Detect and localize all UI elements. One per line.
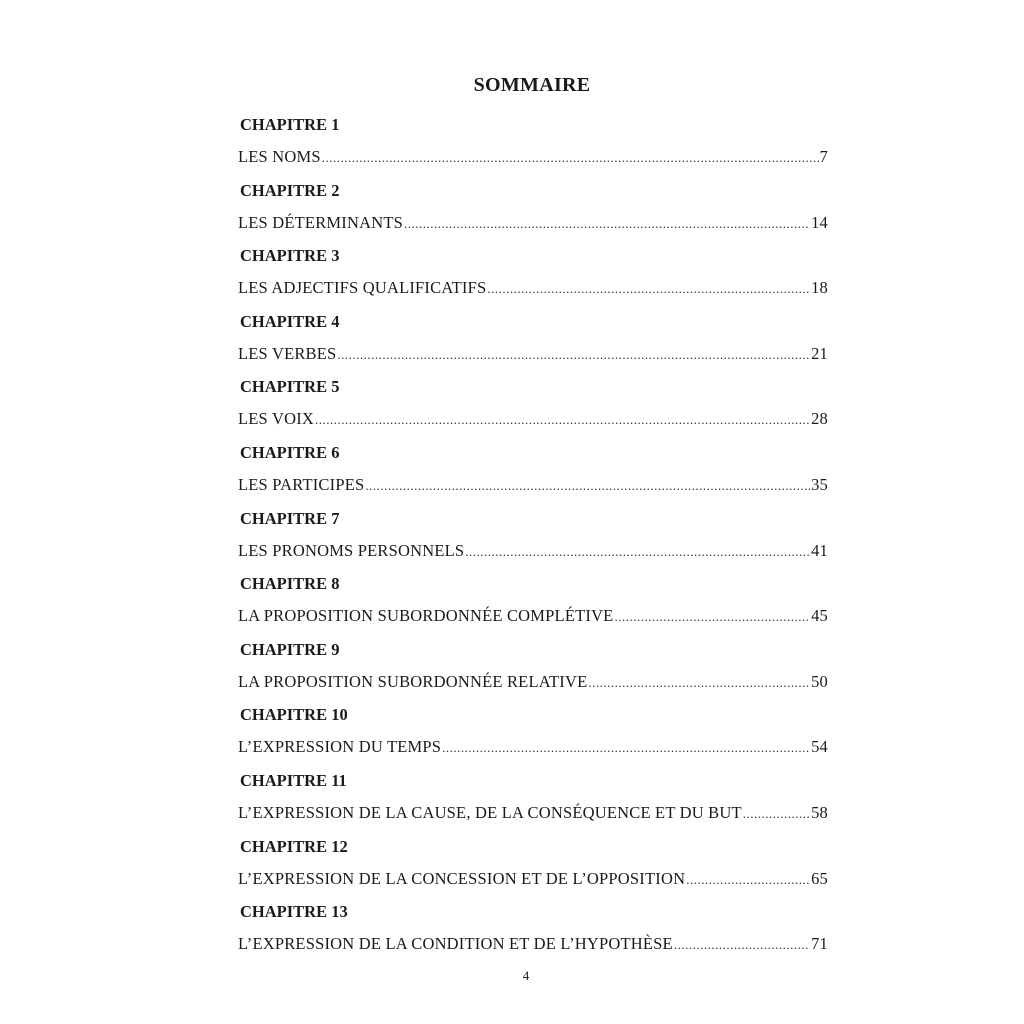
entry-title: L’EXPRESSION DE LA CONDITION ET DE L’HYPOTHÈSE [238,934,673,954]
toc-chapter [236,375,828,441]
dot-leader [315,408,810,432]
toc-chapter [236,572,828,638]
toc-chapter [236,703,828,769]
entry-title: L’EXPRESSION DE LA CAUSE, DE LA CONSÉQUENCE ET DU BUT [238,802,742,822]
chapter-label: CHAPITRE 1 [240,115,340,134]
dot-leader [588,671,810,695]
toc-chapter [236,900,828,966]
entry-title: LES ADJECTIFS QUALIFICATIFS [238,278,487,298]
entry-title: LES PRONOMS PERSONNELS [238,540,465,560]
toc-entry [238,604,828,629]
toc-chapter [236,179,828,245]
toc-entry [238,539,828,564]
dot-leader [337,343,810,367]
chapter-label: CHAPITRE 12 [240,836,348,856]
toc-chapter [236,113,828,179]
entry-title: LA PROPOSITION SUBORDONNÉE COMPLÉTIVE [238,606,614,626]
toc-entry [238,145,828,170]
entry-page-number: 54 [811,737,828,757]
entry-page-number: 41 [811,540,828,560]
entry-page-number: 18 [811,278,828,298]
chapter-label: CHAPITRE 3 [240,246,340,266]
entry-page-number: 35 [811,474,828,494]
chapter-label: CHAPITRE 4 [240,311,340,331]
table-of-contents [236,113,828,966]
toc-chapter [236,507,828,573]
toc-entry [238,932,828,957]
dot-leader [442,736,810,760]
entry-page-number: 45 [811,606,828,626]
toc-chapter [236,769,828,835]
toc-entry [238,407,828,432]
entry-page-number: 14 [811,212,828,232]
page-number: 4 [522,968,530,983]
page-title: SOMMAIRE [473,74,591,96]
chapter-label: CHAPITRE 5 [240,377,340,397]
toc-chapter [236,638,828,704]
chapter-label: CHAPITRE 10 [240,705,348,725]
toc-chapter [236,310,828,376]
entry-title: LES VOIX [238,409,315,429]
chapter-label: CHAPITRE 9 [240,639,340,659]
entry-title: LES DÉTERMINANTS [238,212,403,232]
entry-title: LES VERBES [238,343,337,363]
entry-page-number: 28 [811,409,828,429]
toc-entry [238,342,828,367]
entry-title: LA PROPOSITION SUBORDONNÉE RELATIVE [238,671,588,691]
toc-chapter [236,244,828,310]
dot-leader [614,605,810,629]
toc-entry [238,211,828,236]
entry-page-number: 21 [811,343,828,363]
chapter-label: CHAPITRE 11 [240,770,347,790]
entry-title: L’EXPRESSION DU TEMPS [238,737,442,757]
toc-entry [238,670,828,695]
toc-entry [238,473,828,498]
dot-leader [686,868,810,892]
chapter-label: CHAPITRE 6 [240,442,340,462]
entry-title: LES NOMS [238,147,321,166]
dot-leader [743,802,810,826]
chapter-label: CHAPITRE 2 [240,180,340,200]
entry-page-number: 71 [811,934,828,954]
toc-entry [238,801,828,826]
dot-leader [487,277,810,301]
toc-entry [238,276,828,301]
dot-leader [322,146,819,170]
dot-leader [365,474,810,498]
entry-page-number: 7 [819,147,828,166]
dot-leader [465,540,810,564]
toc-entry [238,735,828,760]
dot-leader [674,933,810,957]
toc-chapter [236,835,828,901]
entry-page-number: 65 [811,868,828,888]
chapter-label: CHAPITRE 8 [240,574,340,594]
entry-title: L’EXPRESSION DE LA CONCESSION ET DE L’OPPOSITION [238,868,686,888]
dot-leader [404,212,810,236]
entry-page-number: 58 [811,802,828,822]
entry-page-number: 50 [811,671,828,691]
entry-title: LES PARTICIPES [238,474,365,494]
toc-chapter [236,441,828,507]
chapter-label: CHAPITRE 13 [240,902,348,922]
chapter-label: CHAPITRE 7 [240,508,340,528]
toc-entry [238,867,828,892]
